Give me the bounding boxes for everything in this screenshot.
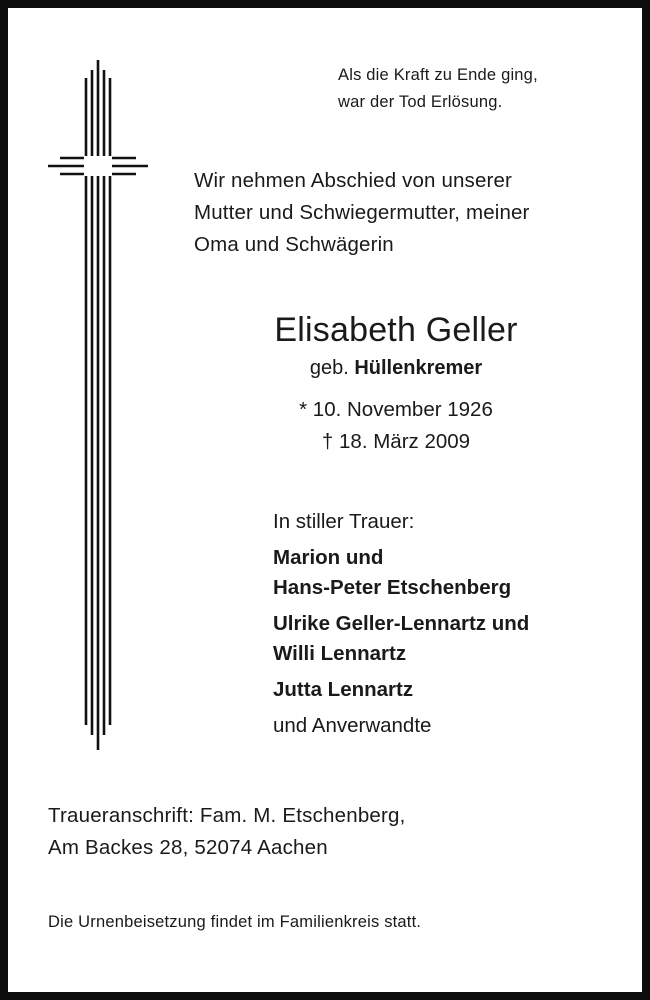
mourner-line: Willi Lennartz <box>273 642 407 665</box>
deceased-block <box>0 309 650 383</box>
mourner-line: Ulrike Geller-Lennartz und <box>273 612 530 635</box>
mourner-line: Marion und <box>273 546 384 569</box>
address-line: Traueranschrift: Fam. M. Etschenberg, <box>48 804 406 827</box>
mourning-closing: und Anverwandte <box>273 714 432 737</box>
mourner-group <box>273 543 529 603</box>
mourner-group <box>273 609 529 669</box>
birth-name-row <box>142 353 650 383</box>
address-line: Am Backes 28, 52074 Aachen <box>48 836 328 859</box>
burial-note: Die Urnenbeisetzung findet im Familienkreis statt. <box>48 913 422 931</box>
motto-line: Als die Kraft zu Ende ging, <box>338 66 538 84</box>
intro-line: Wir nehmen Abschied von unserer <box>194 169 513 192</box>
birth-name: Hüllenkremer <box>354 357 483 379</box>
motto-line: war der Tod Erlösung. <box>338 93 503 111</box>
born-prefix: geb. <box>309 357 349 379</box>
mourner-line: Hans-Peter Etschenberg <box>273 576 512 599</box>
announcement-intro <box>194 165 530 261</box>
birth-date: * 10. November 1926 <box>299 398 493 421</box>
mourning-intro: In stiller Trauer: <box>273 510 415 533</box>
mourner-line: Jutta Lennartz <box>273 678 414 701</box>
motto <box>338 62 538 116</box>
intro-line: Mutter und Schwiegermutter, meiner <box>194 201 530 224</box>
death-date: † 18. März 2009 <box>321 430 471 453</box>
life-dates <box>0 394 650 458</box>
intro-line: Oma und Schwägerin <box>194 233 394 256</box>
deceased-name: Elisabeth Geller <box>274 311 518 349</box>
mourning-address <box>48 800 406 864</box>
mourners-list <box>273 507 529 741</box>
mourner-group <box>273 675 529 705</box>
